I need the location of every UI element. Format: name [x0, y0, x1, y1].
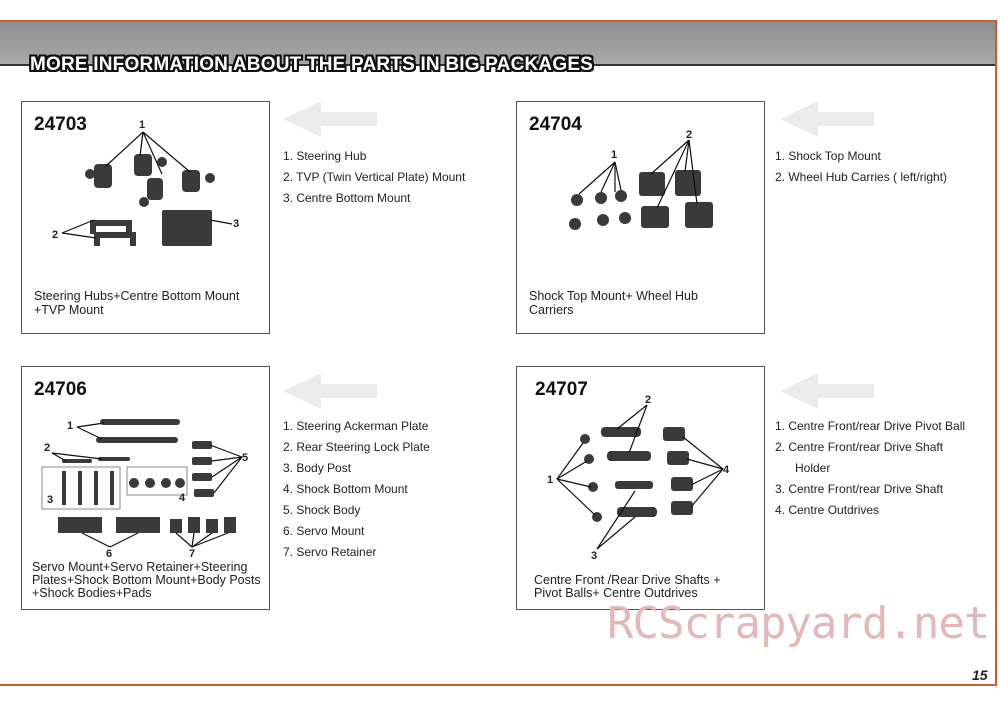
arrow-left-icon [283, 101, 377, 137]
callout-1: 1 [139, 119, 146, 131]
package-box-24706 [21, 366, 270, 610]
arrow-left-icon [780, 373, 874, 409]
callout-2: 2 [52, 229, 59, 241]
list-item: 2. Centre Front/rear Drive Shaft [775, 440, 944, 454]
list-item: 4. Centre Outdrives [775, 503, 880, 517]
package-caption: Steering Hubs+Centre Bottom Mount +TVP Mount [34, 289, 240, 317]
parts-list-24703 [283, 146, 465, 209]
page-number: 15 [972, 667, 988, 683]
package-box-24703 [21, 101, 270, 334]
callout-4: 4 [723, 464, 730, 476]
list-item: 3. Centre Front/rear Drive Shaft [775, 482, 944, 496]
arrow-left-icon [780, 101, 874, 137]
callout-4: 4 [179, 492, 186, 504]
callout-2: 2 [645, 394, 652, 406]
callout-1: 1 [67, 420, 74, 432]
list-item: 3. Body Post [283, 461, 352, 475]
part-number: 24707 [535, 379, 588, 400]
part-number: 24703 [34, 114, 87, 135]
watermark: RCScrapyard.net [607, 598, 990, 649]
package-box-24704 [516, 101, 765, 334]
page-title: MORE INFORMATION ABOUT THE PARTS IN BIG PACKAGES [30, 54, 594, 75]
part-number: 24706 [34, 379, 87, 400]
list-item: 1. Steering Ackerman Plate [283, 419, 429, 433]
arrow-left-icon [283, 373, 377, 409]
callout-1: 1 [611, 149, 618, 161]
package-box-24707 [516, 366, 765, 610]
list-item: 5. Shock Body [283, 503, 361, 517]
list-item: Holder [795, 461, 831, 475]
part-number: 24704 [529, 114, 582, 135]
callout-3: 3 [233, 218, 240, 230]
list-item: 4. Shock Bottom Mount [283, 482, 408, 496]
list-item: 2. TVP (Twin Vertical Plate) Mount [283, 170, 466, 184]
package-caption: Shock Top Mount+ Wheel Hub Carriers [529, 289, 698, 317]
list-item: 2. Rear Steering Lock Plate [283, 440, 430, 454]
list-item: 7. Servo Retainer [283, 545, 377, 559]
callout-3: 3 [591, 550, 598, 562]
package-caption: Centre Front /Rear Drive Shafts + Pivot Balls+ Centre Outdrives [534, 573, 721, 600]
list-item: 3. Centre Bottom Mount [283, 191, 411, 205]
callout-7: 7 [189, 548, 196, 560]
callout-1: 1 [547, 474, 554, 486]
list-item: 2. Wheel Hub Carries ( left/right) [775, 170, 948, 184]
parts-list-24704 [775, 146, 947, 188]
callout-2: 2 [44, 442, 51, 454]
list-item: 1. Shock Top Mount [775, 149, 881, 163]
parts-list-24706 [283, 416, 430, 563]
callout-5: 5 [242, 452, 249, 464]
package-caption: Servo Mount+Servo Retainer+Steering Plates+Shock Bottom Mount+Body Posts +Shock Bodies+Pads [32, 560, 261, 600]
callout-2: 2 [686, 129, 693, 141]
list-item: 1. Centre Front/rear Drive Pivot Ball [775, 419, 966, 433]
list-item: 1. Steering Hub [283, 149, 367, 163]
parts-list-24707 [775, 416, 965, 521]
callout-6: 6 [106, 548, 113, 560]
callout-3: 3 [47, 494, 54, 506]
list-item: 6. Servo Mount [283, 524, 365, 538]
